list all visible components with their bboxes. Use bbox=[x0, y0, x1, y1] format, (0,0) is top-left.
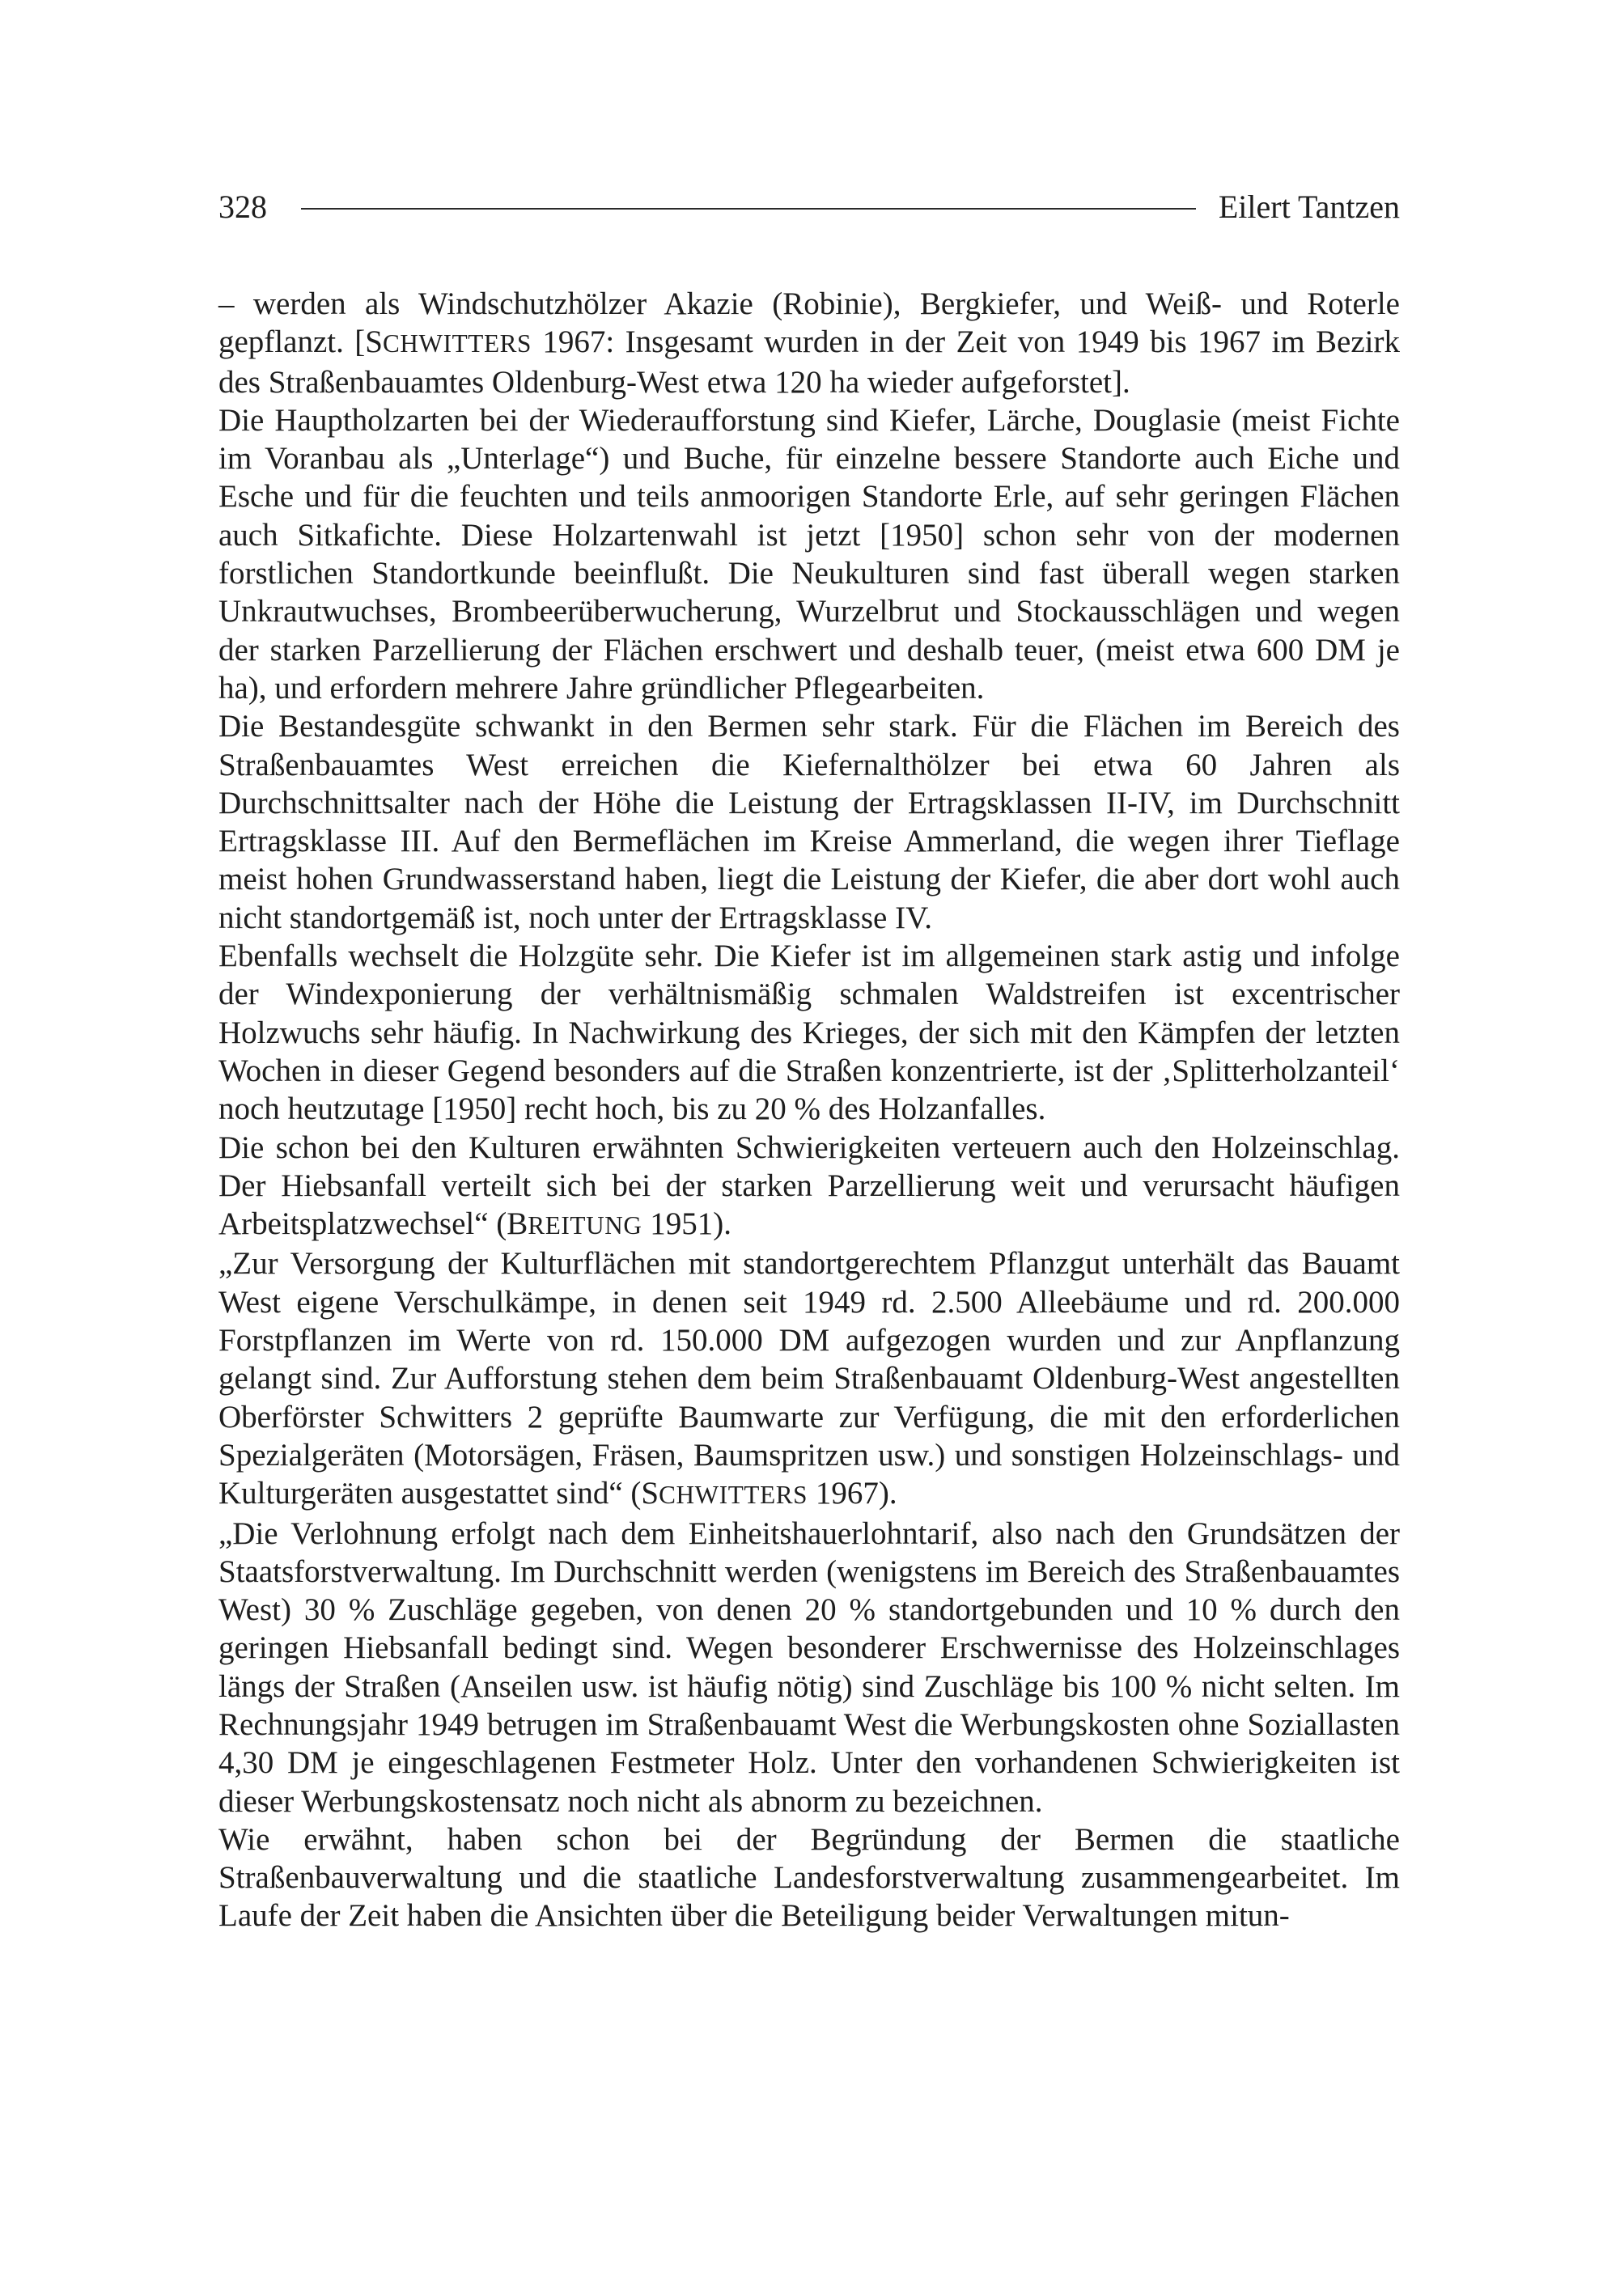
text-segment: „Zur Versorgung der Kulturflächen mit standortgerechtem Pflanzgut unterhält das Bauamt West eigene Verschulkämpe, in denen seit 1949 rd. 2.500 Alleebäume und rd. 200.000 Forstpflanzen im Werte von rd. 150.000 DM aufgezogen wurden und zur Anpflanzung gelangt sind. Zur Aufforstung stehen dem beim Straßenbauamt Oldenburg-West angestellten Oberförster Schwitters 2 geprüfte Baumwarte zur Verfügung, die mit den erforderlichen Spezialgeräten (Motorsägen, Fräsen, Baumspritzen usw.) und sonstigen Holzeinschlags- und Kulturgeräten ausgestattet sind“ ( bbox=[218, 1246, 1400, 1511]
page-number: 328 bbox=[218, 189, 267, 225]
paragraph bbox=[218, 937, 1400, 1128]
text-segment: 1951). bbox=[642, 1206, 732, 1242]
running-head-author: Eilert Tantzen bbox=[1218, 189, 1400, 225]
text-segment: – werden als Windschutzhölzer Akazie (Robinie), Bergkiefer, und Weiß- und Roterle gepflanzt. [ bbox=[218, 286, 1400, 360]
paragraph bbox=[218, 1129, 1400, 1245]
text-segment: Ebenfalls wechselt die Holzgüte sehr. Die Kiefer ist im allgemeinen stark astig und infolge der Windexponierung der verhältnismäßig schmalen Waldstreifen ist excentrischer Holzwuchs sehr häufig. In Nachwirkung des Krieges, der sich mit den Kämpfen der letzten Wochen in dieser Gegend besonders auf die Straßen konzentrierte, ist der ‚Splitterholzanteil‘ noch heutzutage [1950] recht hoch, bis zu 20 % des Holzanfalles. bbox=[218, 939, 1400, 1127]
header-rule bbox=[301, 208, 1196, 210]
paragraph bbox=[218, 285, 1400, 401]
text-segment: „Die Verlohnung erfolgt nach dem Einheitshauerlohntarif, also nach den Grundsätzen der Staatsforstverwaltung. Im Durchschnitt werden (wenigstens im Bereich des Straßenbauamtes West) 30 % Zuschläge gegeben, von denen 20 % standortgebunden und 10 % durch den geringen Hiebsanfall bedingt sind. Wegen besonderer Erschwernisse des Holzeinschlages längs der Straßen (Anseilen usw. ist häufig nötig) sind Zuschläge bis 100 % nicht selten. Im Rechnungsjahr 1949 betrugen im Straßenbauamt West die Werbungskosten ohne Soziallasten 4,30 DM je eingeschlagenen Festmeter Holz. Unter den vorhandenen Schwierigkeiten ist dieser Werbungskostensatz noch nicht als abnorm zu bezeichnen. bbox=[218, 1515, 1400, 1819]
text-segment: Die schon bei den Kulturen erwähnten Schwierigkeiten verteuern auch den Holzeinschlag. Der Hiebsanfall verteilt sich bei der starken Parzellierung weit und verursacht häufigen Arbeitsplatzwechsel“ ( bbox=[218, 1130, 1400, 1242]
text-segment: Wie erwähnt, haben schon bei der Begründung der Bermen die staatliche Straßenbauverwaltung und die staatliche Landesforstverwaltung zusammengearbeitet. Im Laufe der Zeit haben die Ansichten über die Beteiligung beider Verwaltungen mitun- bbox=[218, 1821, 1400, 1934]
small-caps-text: CHWITTERS bbox=[382, 329, 532, 358]
paragraph bbox=[218, 1515, 1400, 1820]
paragraph bbox=[218, 1244, 1400, 1514]
small-caps-text: REITUNG bbox=[528, 1211, 642, 1240]
text-segment: S bbox=[365, 324, 383, 360]
text-segment: S bbox=[641, 1476, 659, 1511]
paragraph bbox=[218, 1820, 1400, 1935]
small-caps-text: CHWITTERS bbox=[659, 1481, 808, 1510]
page-header bbox=[218, 183, 1400, 231]
text-segment: Die Bestandesgüte schwankt in den Bermen sehr stark. Für die Flächen im Bereich des Straßenbauamtes West erreichen die Kiefernalthölzer bei etwa 60 Jahren als Durchschnittsalter nach der Höhe die Leistung der Ertragsklassen II-IV, im Durchschnitt Ertragsklasse III. Auf den Bermeflächen im Kreise Ammerland, die wegen ihrer Tieflage meist hohen Grundwasserstand haben, liegt die Leistung der Kiefer, die aber dort wohl auch nicht standortgemäß ist, noch unter der Ertragsklasse IV. bbox=[218, 709, 1400, 935]
body-text bbox=[218, 285, 1400, 1935]
text-segment: 1967: Insgesamt wurden in der Zeit von 1949 bis 1967 im Bezirk des Straßenbauamtes Oldenburg-West etwa 120 ha wieder aufgeforstet]. bbox=[218, 324, 1400, 400]
paragraph bbox=[218, 707, 1400, 937]
text-segment: 1967). bbox=[808, 1476, 897, 1511]
text-segment: B bbox=[507, 1206, 528, 1242]
paragraph bbox=[218, 401, 1400, 707]
text-segment: Die Hauptholzarten bei der Wiederaufforstung sind Kiefer, Lärche, Douglasie (meist Fichte im Voranbau als „Unterlage“) und Buche, für einzelne bessere Standorte auch Eiche und Esche und für die feuchten und teils anmoorigen Standorte Erle, auf sehr geringen Flächen auch Sitkafichte. Diese Holzartenwahl ist jetzt [1950] schon sehr von der modernen forstlichen Standortkunde beeinflußt. Die Neukulturen sind fast überall wegen starken Unkrautwuchses, Brombeerüberwucherung, Wurzelbrut und Stockausschlägen und wegen der starken Parzellierung der Flächen erschwert und deshalb teuer, (meist etwa 600 DM je ha), und erfordern mehrere Jahre gründlicher Pflegearbeiten. bbox=[218, 402, 1400, 706]
